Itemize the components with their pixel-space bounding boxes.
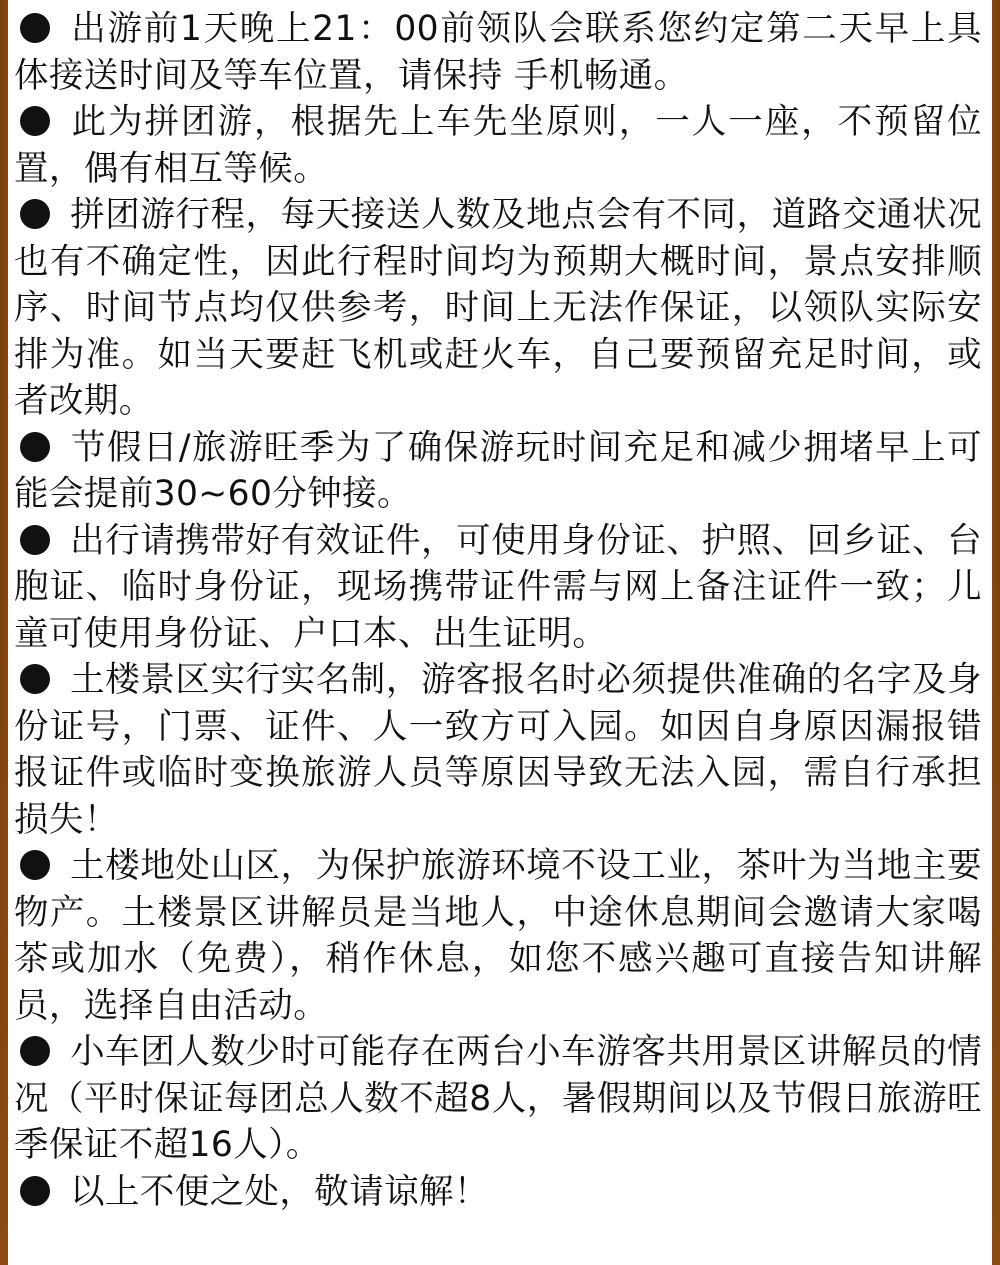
notice-item [14, 518, 982, 658]
notice-item [14, 657, 982, 843]
notice-text: 以上不便之处，敬请谅解！ [70, 1171, 489, 1212]
notice-item [14, 99, 982, 192]
notice-item [14, 1169, 982, 1216]
notice-text: 土楼景区实行实名制，游客报名时必须提供准确的名字及身份证号，门票、证件、人一致方可入园。如因自身原因漏报错报证件或临时变换旅游人员等原因导致无法入园，需自行承担损失！ [14, 660, 982, 840]
notice-item [14, 6, 982, 99]
notice-text: 出行请携带好有效证件，可使用身份证、护照、回乡证、台胞证、临时身份证，现场携带证件需与网上备注证件一致；儿童可使用身份证、户口本、出生证明。 [14, 520, 982, 654]
bullet-icon [20, 432, 50, 462]
notice-text: 节假日/旅游旺季为了确保游玩时间充足和减少拥堵早上可能会提前30~60分钟接。 [14, 427, 982, 514]
bullet-icon [20, 664, 50, 694]
notice-text: 土楼地处山区，为保护旅游环境不设工业，茶叶为当地主要物产。土楼景区讲解员是当地人，中途休息期间会邀请大家喝茶或加水（免费），稍作休息，如您不感兴趣可直接告知讲解员，选择自由活动。 [14, 846, 982, 1026]
bullet-icon [20, 106, 50, 136]
notice-card [8, 0, 992, 1265]
notice-item [14, 843, 982, 1029]
bullet-icon [20, 13, 50, 43]
bullet-icon [20, 1036, 50, 1066]
notice-text: 小车团人数少时可能存在两台小车游客共用景区讲解员的情况（平时保证每团总人数不超8人，暑假期间以及节假日旅游旺季保证不超16人）。 [14, 1032, 982, 1165]
bullet-icon [20, 199, 50, 229]
notice-item [14, 192, 982, 425]
notice-list [14, 6, 982, 1215]
bullet-icon [20, 525, 50, 555]
bullet-icon [20, 850, 50, 880]
notice-text: 此为拼团游，根据先上车先坐原则，一人一座，不预留位置，偶有相互等候。 [14, 102, 982, 189]
notice-item [14, 425, 982, 518]
bullet-icon [20, 1176, 50, 1206]
notice-item [14, 1029, 982, 1169]
notice-text: 拼团游行程，每天接送人数及地点会有不同，道路交通状况也有不确定性，因此行程时间均为预期大概时间，景点安排顺序、时间节点均仅供参考，时间上无法作保证，以领队实际安排为准。如当天要赶飞机或赶火车，自己要预留充足时间，或者改期。 [14, 195, 982, 421]
notice-text: 出游前1天晚上21：00前领队会联系您约定第二天早上具体接送时间及等车位置，请保持 手机畅通。 [14, 9, 982, 96]
